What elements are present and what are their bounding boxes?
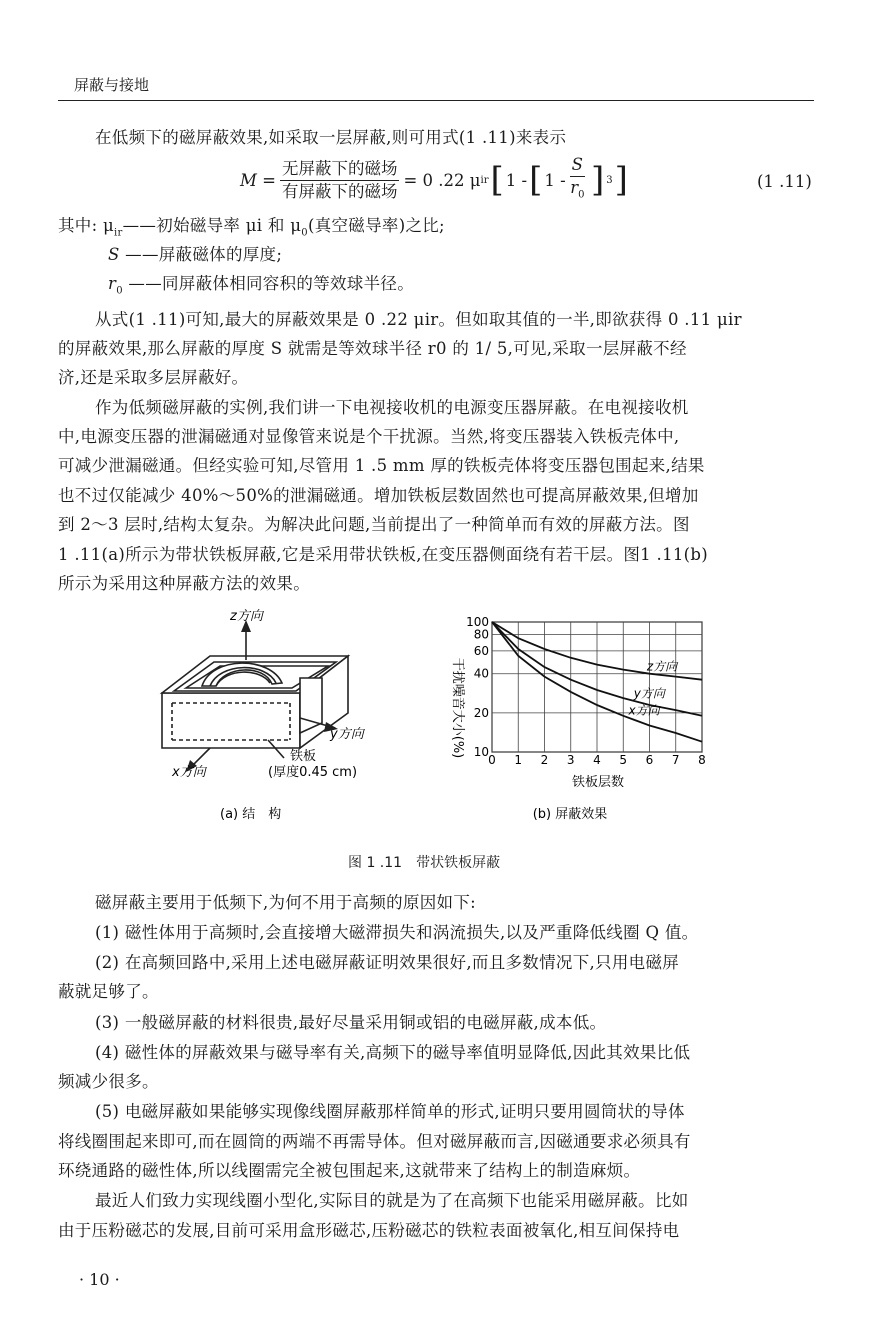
chart-series-label: z方向: [646, 659, 678, 674]
plate-label: 铁板: [290, 749, 317, 764]
figure-b-chart: [440, 608, 730, 828]
chart-x-tick-label: 5: [619, 753, 628, 767]
eq-coef-sub: ir: [480, 174, 489, 186]
list-line: (3) 一般磁屏蔽的材料很贵,最好尽量采用铜或铝的电磁屏蔽,成本低。: [95, 1013, 607, 1032]
chart-series-label: y方向: [633, 686, 665, 701]
chart-ylabel: 干扰噪音大小(%): [450, 657, 465, 759]
chart-y-tick-label: 100: [466, 615, 489, 629]
eq-r0: $r_0$: [570, 178, 585, 201]
chart-x-tick-label: 0: [488, 753, 496, 767]
intro-text: 在低频下的磁屏蔽效果,如采取一层屏蔽,则可用式(1 .11)来表示: [95, 128, 567, 147]
chart-x-tick-label: 2: [540, 753, 549, 767]
list-line: (5) 电磁屏蔽如果能够实现像线圈屏蔽那样简单的形式,证明只要用圆筒状的导体: [95, 1102, 685, 1121]
chart-y-tick-label: 40: [473, 666, 489, 681]
paragraph-line: 济,还是采取多层屏蔽好。: [58, 368, 249, 387]
figure-b-caption: (b) 屏蔽效果: [532, 807, 608, 822]
list-line: 环绕通路的磁性体,所以线圈需完全被包围起来,这就带来了结构上的制造麻烦。: [58, 1161, 641, 1180]
chart-y-tick-label: 10: [473, 745, 489, 759]
paragraph-line: 中,电源变压器的泄漏磁通对显像管来说是个干扰源。当然,将变压器装入铁板壳体中,: [58, 427, 680, 446]
list-line: (1) 磁性体用于高频时,会直接增大磁滞损失和涡流损失,以及严重降低线圈 Q 值。: [95, 923, 699, 942]
def-mu: 其中: $\mu_{ir}——$初始磁导率 μi 和 $\mu_0$(真空磁导率)之比;: [58, 216, 445, 239]
eq-s-over-r0: [570, 155, 585, 205]
list-line: 蔽就足够了。: [58, 982, 159, 1001]
paragraph-line: 1 .11(a)所示为带状铁板屏蔽,它是采用带状铁板,在变压器侧面绕有若干层。图1 .11(b): [58, 545, 709, 564]
chart-x-tick-label: 6: [645, 753, 654, 767]
running-header: 屏蔽与接地: [74, 76, 150, 94]
eq-power: 3: [606, 174, 613, 186]
paragraph-line: 可减少泄漏磁通。但经实验可知,尽管用 1 .5 mm 厚的铁板壳体将变压器包围起来,结果: [58, 456, 705, 475]
x-direction-label: x方向: [172, 765, 206, 780]
equation-number: (1 .11): [757, 172, 812, 191]
paragraph-line: 从式(1 .11)可知,最大的屏蔽效果是 0 .22 μir。但如取其值的一半,即欲获得 0 .11 μir: [95, 310, 742, 329]
figure-a-structure: [150, 608, 390, 828]
chart-xlabel: 铁板层数: [571, 775, 625, 790]
chart-y-tick-label: 60: [473, 643, 489, 658]
header-rule: [58, 100, 814, 101]
paragraph-line: 的屏蔽效果,那么屏蔽的厚度 S 就需是等效球半径 r0 的 1/ 5,可见,采取一层屏蔽不经: [58, 339, 687, 358]
figure-a-caption: (a) 结 构: [220, 807, 282, 822]
figure-caption: 图 1 .11 带状铁板屏蔽: [348, 855, 501, 871]
eq-bracket-open-inner: [: [529, 160, 543, 201]
eq-bracket-open: [: [490, 160, 504, 201]
eq-bracket-close-inner: ]: [590, 160, 605, 201]
paragraph-line: 作为低频磁屏蔽的实例,我们讲一下电视接收机的电源变压器屏蔽。在电视接收机: [95, 398, 689, 417]
y-direction-label: y方向: [330, 727, 364, 742]
chart-x-tick-label: 1: [514, 753, 523, 767]
list-line: 由于压粉磁芯的发展,目前可采用盒形磁芯,压粉磁芯的铁粒表面被氧化,相互间保持电: [58, 1221, 680, 1240]
list-intro: 磁屏蔽主要用于低频下,为何不用于高频的原因如下:: [95, 893, 477, 912]
chart-x-tick-label: 4: [593, 753, 601, 767]
eq-coef: = 0 .22 μ: [403, 170, 481, 190]
z-direction-label: z方向: [230, 609, 263, 624]
chart-x-tick-label: 3: [566, 753, 575, 767]
eq-numerator: 无屏蔽下的磁场: [280, 159, 400, 181]
def-r0: $r_0$ ——同屏蔽体相同容积的等效球半径。: [108, 274, 415, 297]
chart-x-tick-label: 8: [698, 753, 706, 767]
eq-lhs: M =: [240, 170, 276, 190]
list-line: 将线圈围起来即可,而在圆筒的两端不再需导体。但对磁屏蔽而言,因磁通要求必须具有: [58, 1132, 691, 1151]
page-number: · 10 ·: [79, 1270, 120, 1289]
chart-series-label: x方向: [628, 703, 660, 718]
list-line: (2) 在高频回路中,采用上述电磁屏蔽证明效果很好,而且多数情况下,只用电磁屏: [95, 953, 680, 972]
list-line: 最近人们致力实现线圈小型化,实际目的就是为了在高频下也能采用磁屏蔽。比如: [95, 1191, 689, 1210]
list-line: (4) 磁性体的屏蔽效果与磁导率有关,高频下的磁导率值明显降低,因此其效果比低: [95, 1043, 691, 1062]
paragraph-line: 所示为采用这种屏蔽方法的效果。: [58, 574, 310, 593]
chart-y-tick-label: 20: [473, 705, 489, 720]
eq-denominator: 有屏蔽下的磁场: [281, 181, 398, 201]
thickness-label: (厚度0.45 cm): [268, 765, 358, 780]
def-s: S ——屏蔽磁体的厚度;: [108, 245, 283, 264]
eq-fraction: [280, 159, 400, 202]
chart-y-tick-label: 80: [473, 627, 489, 642]
paragraph-line: 也不过仅能减少 40%～50%的泄漏磁通。增加铁板层数固然也可提高屏蔽效果,但增加: [58, 486, 699, 505]
eq-one-minus: 1 -: [505, 170, 528, 190]
eq-one-minus-2: 1 -: [544, 170, 566, 190]
equation: [240, 155, 630, 205]
eq-bracket-close: ]: [614, 160, 628, 201]
eq-s: S: [570, 155, 585, 177]
list-line: 频减少很多。: [58, 1072, 159, 1091]
paragraph-line: 到 2～3 层时,结构太复杂。为解决此问题,当前提出了一种简单而有效的屏蔽方法。图: [58, 515, 690, 534]
chart-x-tick-label: 7: [671, 753, 680, 767]
